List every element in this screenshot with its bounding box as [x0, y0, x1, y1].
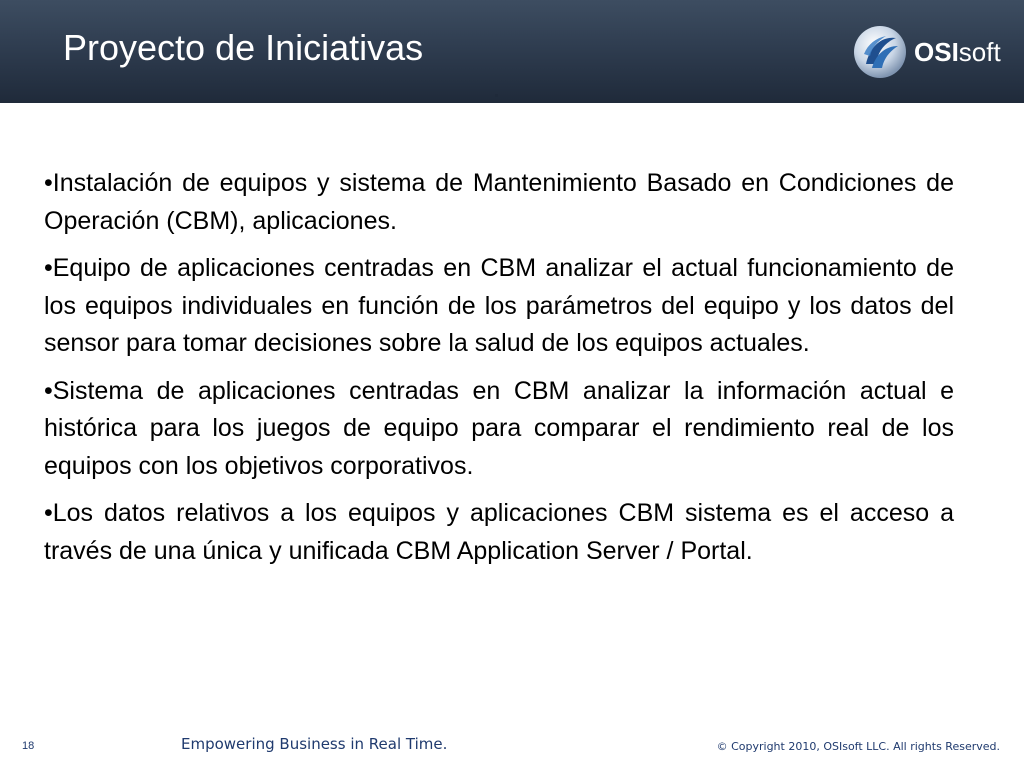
bullet-item-4: •Los datos relativos a los equipos y aplicaciones CBM sistema es el acceso a través de una única y unificada CBM Application Server / Portal. — [44, 499, 954, 565]
header-bar — [0, 0, 1024, 103]
bullet-item-2: •Equipo de aplicaciones centradas en CBM analizar el actual funcionamiento de los equipos individuales en función de los parámetros del equipo y los datos del sensor para tomar decisiones sobre la salud de los equipos actuales. — [44, 254, 954, 357]
footer-tagline: Empowering Business in Real Time. — [181, 735, 448, 753]
logo-text — [914, 36, 1001, 68]
page-number: 18 — [22, 740, 35, 752]
logo-text-light: soft — [958, 37, 1001, 67]
page-title: Proyecto de Iniciativas — [63, 27, 424, 68]
osisoft-logo-icon — [852, 24, 908, 80]
bullet-list — [44, 165, 954, 580]
header-dot — [495, 94, 498, 97]
logo-text-bold: OSI — [914, 37, 959, 67]
footer-copyright: © Copyright 2010, OSIsoft LLC. All rights Reserved. — [716, 740, 1000, 753]
bullet-item-1: •Instalación de equipos y sistema de Mantenimiento Basado en Condiciones de Operación (CBM), aplicaciones. — [44, 169, 954, 235]
osisoft-logo — [852, 24, 1012, 80]
bullet-item-3: •Sistema de aplicaciones centradas en CBM analizar la información actual e histórica para los juegos de equipo para comparar el rendimiento real de los equipos con los objetivos corporativos. — [44, 376, 954, 480]
